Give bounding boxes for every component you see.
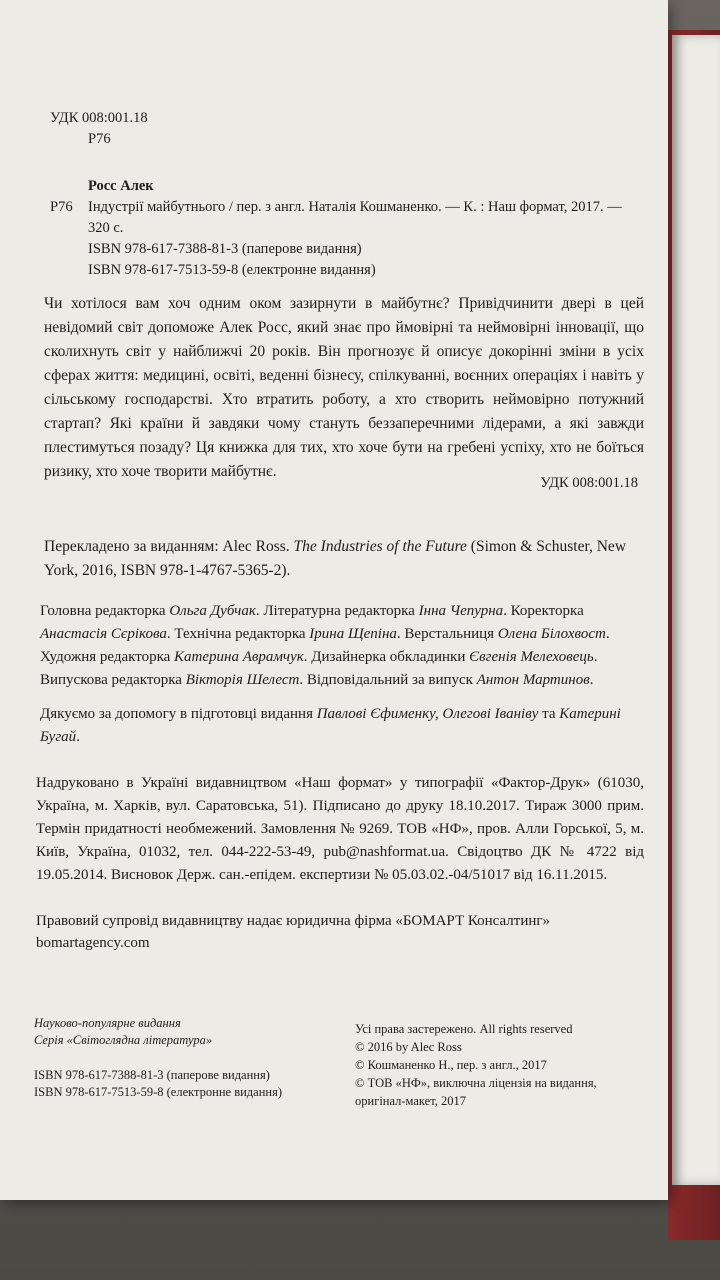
- credit-name: Анастасія Сєрікова: [40, 626, 167, 642]
- legal-firm: Правовий супровід видавництву надає юридична фірма «БОМАРТ Консалтинг»: [36, 913, 551, 929]
- copyright-translator: © Кошманенко Н., пер. з англ., 2017: [355, 1058, 547, 1072]
- copyright-layout: оригінал-макет, 2017: [355, 1094, 466, 1108]
- next-page-edge: [672, 35, 720, 1185]
- credit-name: Олена Білохвост: [497, 626, 606, 642]
- copyright-block: [355, 1020, 597, 1110]
- credit-role: . Художня редакторка: [40, 626, 610, 665]
- translation-source: [44, 535, 644, 583]
- author-code: Р76: [88, 131, 111, 147]
- credit-role: . Верстальниця: [396, 626, 498, 642]
- printing-info: Надруковано в Україні видавництвом «Наш формат» у типографії «Фактор-Друк» (61030, Україна, м. Харків, вул. Саратовська, 51). Підписано до друку 18.10.2017. Тираж 3000 прим. Термін придатності необмежений. Замовлення № 9269. ТОВ «НФ», пров. Алли Горської, 5, м. Київ, Україна, 01032, тел. 044-222-53-49, pub@nashformat.ua. Свідоцтво ДК № 4722 від 19.05.2014. Висновок Держ. сан.-епідем. експертизи № 05.03.02.-04/51017 від 16.11.2015.: [36, 775, 644, 883]
- credit-name: Вікторія Шелест: [185, 672, 300, 688]
- credit-name: Антон Мартинов: [476, 672, 590, 688]
- translation-prefix: Перекладено за виданням: Alec Ross.: [44, 538, 294, 555]
- thanks-prefix: Дякуємо за допомогу в підготовці видання: [40, 706, 317, 722]
- credit-role: . Технічна редакторка: [166, 626, 310, 642]
- thanks-names: Катерині Бугай: [40, 706, 621, 745]
- thanks-names: Павлові Єфименку, Олегові Іваніву: [316, 706, 539, 722]
- edition-genre: Науково-популярне видання: [34, 1016, 181, 1030]
- credit-role: .: [589, 672, 594, 688]
- abstract-paragraph: Чи хотілося вам хоч одним оком зазирнути в майбутнє? Привідчинити двері в цей невідомий світ допоможе Алек Росс, який знає про ймовірні та неймовірні інновації, що сколихнуть світ у найближчі 20 років. Він прогнозує й описує докорінні зміни в усіх сферах життя: медицині, освіті, веденні бізнесу, спілкуванні, воєнних операціях і навіть у сільському господарстві. Хто втратить роботу, а хто створить неймовірно потужний стартап? Які країни й завдяки чому стануть беззаперечними лідерами, а які завжди плестимуться позаду? Ця книжка для тих, хто хоче бути на гребені успіху, хто не боїться ризику, хто хоче творити майбутнє.: [44, 295, 644, 480]
- udk-header: [50, 108, 148, 150]
- credit-role: . Літературна редакторка: [255, 603, 419, 619]
- isbn-electronic-small: ISBN 978-617-7513-59-8 (електронне видання): [34, 1085, 282, 1099]
- legal-support: [36, 910, 636, 954]
- credit-role: . Відповідальний за випуск: [299, 672, 477, 688]
- credit-role: . Випускова редакторка: [40, 649, 598, 688]
- credit-role: . Дизайнерка обкладинки: [303, 649, 470, 665]
- credit-name: Інна Чепурна: [418, 603, 504, 619]
- thanks-end: .: [76, 729, 80, 745]
- credit-name: Євгенія Мелеховець: [469, 649, 594, 665]
- copyright-publisher: © ТОВ «НФ», виключна ліцензія на видання,: [355, 1076, 597, 1090]
- original-title: The Industries of the Future: [293, 538, 467, 555]
- translation-suffix: (Simon & Schuster, New York, 2016, ISBN 978-1-4767-5365-2).: [44, 538, 627, 579]
- acknowledgements: [40, 703, 640, 749]
- credit-role: Головна редакторка: [40, 603, 170, 619]
- thanks-conjunction: та: [538, 706, 560, 722]
- bibliographic-record: [50, 176, 628, 281]
- editorial-credits: [40, 600, 645, 692]
- credit-role: . Коректорка: [503, 603, 584, 619]
- isbn-electronic: ISBN 978-617-7513-59-8 (електронне видання): [88, 262, 376, 278]
- isbn-paper-small: ISBN 978-617-7388-81-3 (паперове видання): [34, 1068, 270, 1082]
- copyright-author: © 2016 by Alec Ross: [355, 1040, 462, 1054]
- isbn-paper: ISBN 978-617-7388-81-3 (паперове видання): [88, 241, 362, 257]
- record-code: Р76: [50, 199, 73, 215]
- edition-series: Серія «Світоглядна література»: [34, 1033, 213, 1047]
- author-name: Росс Алек: [88, 178, 154, 194]
- title-line: Індустрії майбутнього / пер. з англ. Наталія Кошманенко. — К. : Наш формат, 2017. — 320 с.: [88, 199, 622, 236]
- credit-name: Ольга Дубчак: [169, 603, 256, 619]
- udk-code: УДК 008:001.18: [50, 110, 148, 126]
- credit-name: Ірина Щепіна: [309, 626, 397, 642]
- rights-reserved: Усі права застережено. All rights reserved: [355, 1022, 573, 1036]
- credit-name: Катерина Аврамчук: [174, 649, 304, 665]
- udk-footer-code: УДК 008:001.18: [540, 475, 638, 491]
- edition-info: [34, 1015, 282, 1101]
- legal-website: bomartagency.com: [36, 935, 150, 951]
